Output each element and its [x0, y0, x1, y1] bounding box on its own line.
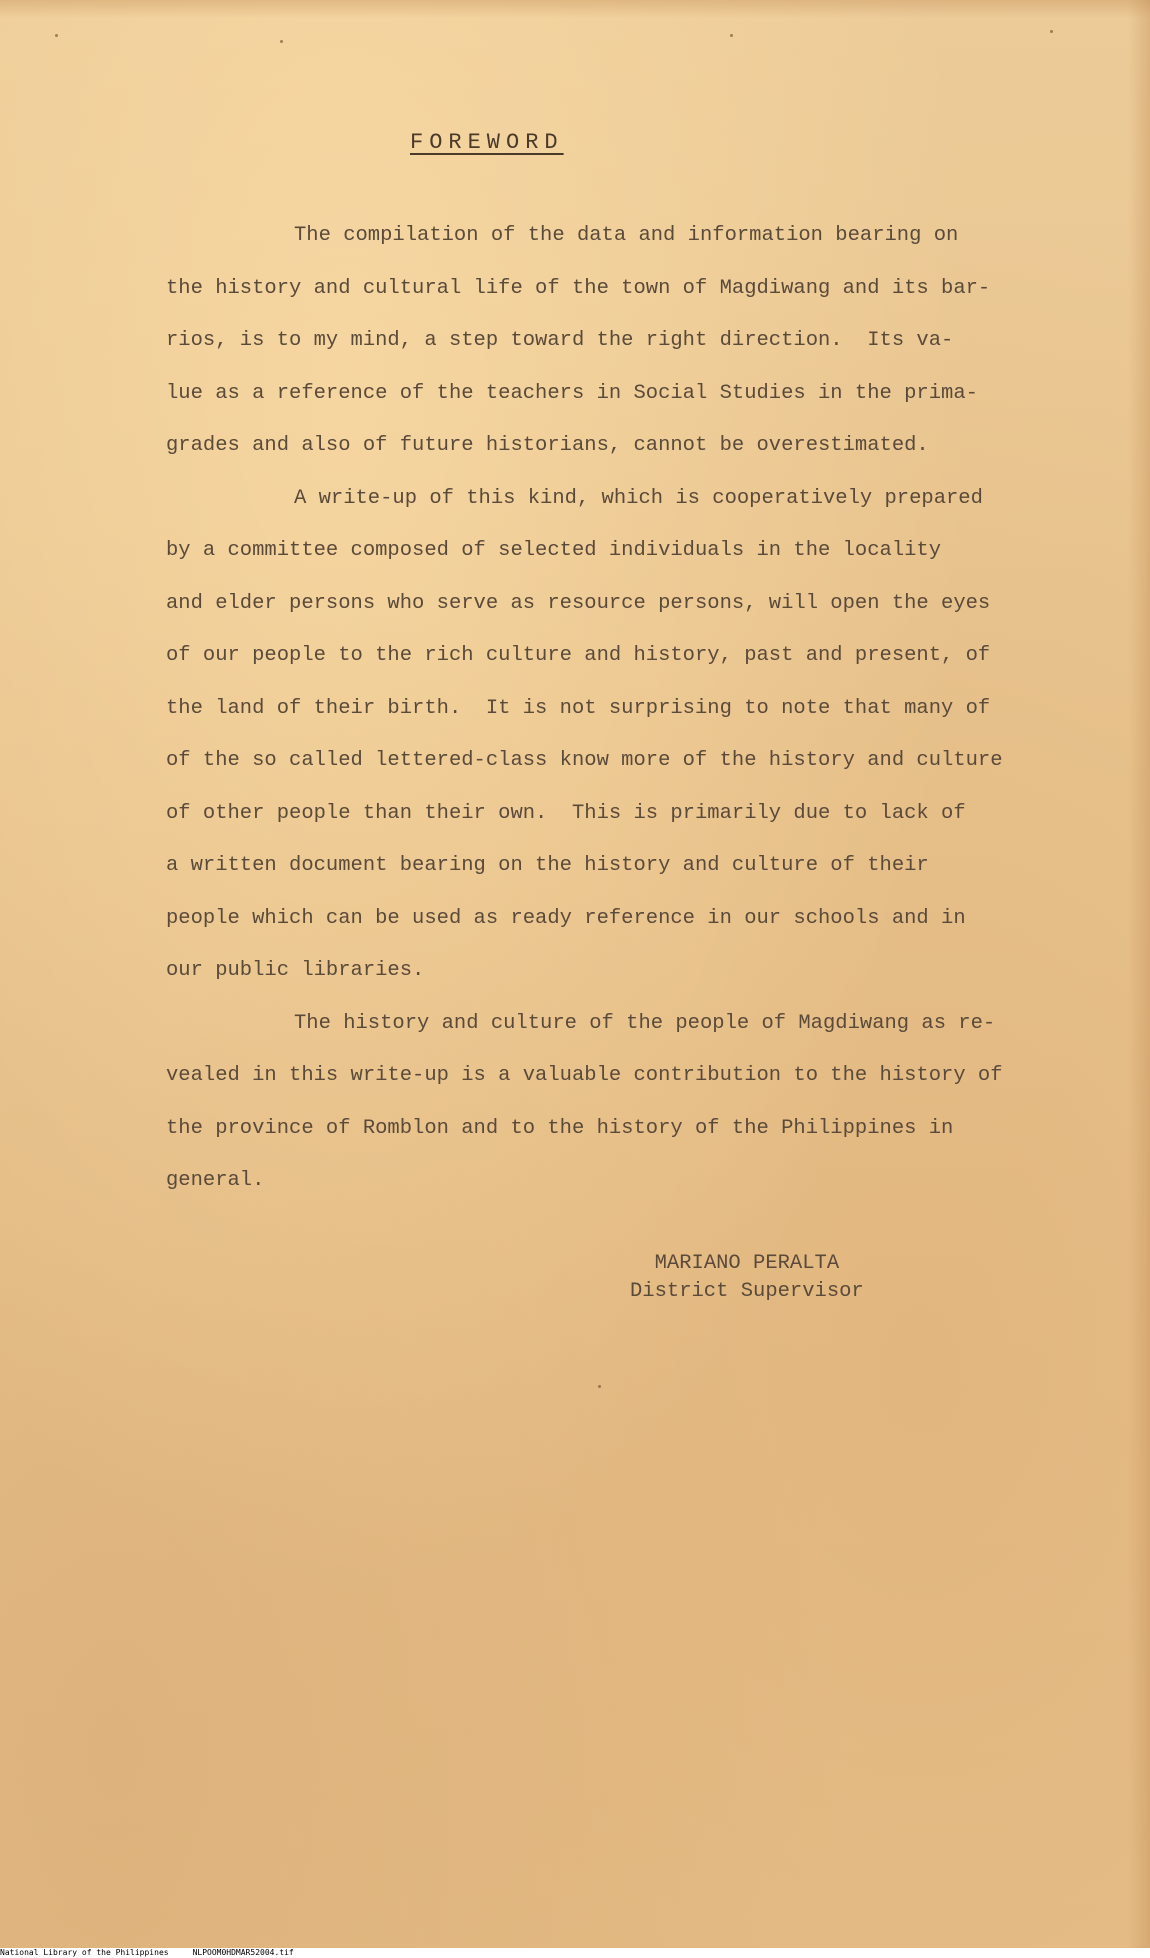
- ink-speck: [55, 34, 58, 37]
- ink-speck: [730, 34, 733, 37]
- page-title: FOREWORD: [410, 130, 564, 155]
- text-line: rios, is to my mind, a step toward the right direction. Its va-: [166, 329, 954, 352]
- text-line: general.: [166, 1169, 265, 1192]
- text-line: our public libraries.: [166, 959, 425, 982]
- text-line: a written document bearing on the history and culture of their: [166, 854, 929, 877]
- signatory-name: MARIANO PERALTA: [654, 1252, 840, 1275]
- footer-filename: NLPOOM0HDMAR52004.tif: [192, 1948, 294, 1957]
- text-line: A write-up of this kind, which is cooperatively prepared: [294, 486, 983, 510]
- text-line: of the so called lettered-class know more of the history and culture: [166, 749, 1003, 772]
- signatory-position: District Supervisor: [630, 1280, 864, 1303]
- ink-speck: [598, 1385, 601, 1388]
- text-line: the history and cultural life of the town of Magdiwang and its bar-: [166, 276, 991, 300]
- text-line: the land of their birth. It is not surprising to note that many of: [166, 696, 991, 720]
- ink-speck: [1050, 30, 1053, 33]
- text-line: and elder persons who serve as resource persons, will open the eyes: [166, 591, 991, 615]
- text-line: of our people to the rich culture and history, past and present, of: [166, 644, 991, 667]
- paragraph-2: [166, 473, 1036, 998]
- footer-source: National Library of the Philippines: [0, 1948, 169, 1957]
- text-line: lue as a reference of the teachers in Social Studies in the prima-: [166, 381, 978, 405]
- text-line: The compilation of the data and information bearing on: [294, 224, 959, 247]
- ink-speck: [280, 40, 283, 43]
- signature-block: [630, 1250, 864, 1306]
- text-line: of other people than their own. This is primarily due to lack of: [166, 801, 966, 825]
- text-line: the province of Romblon and to the history of the Philippines in: [166, 1116, 954, 1140]
- text-line: vealed in this write-up is a valuable contribution to the history of: [166, 1064, 1003, 1087]
- foreword-body: [166, 210, 1036, 1208]
- text-line: by a committee composed of selected individuals in the locality: [166, 539, 942, 562]
- paragraph-3: [166, 998, 1036, 1208]
- text-line: The history and culture of the people of Magdiwang as re-: [294, 1011, 996, 1035]
- paragraph-1: [166, 210, 1036, 473]
- scan-footer: [0, 1948, 1150, 1958]
- text-line: grades and also of future historians, cannot be overestimated.: [166, 434, 929, 457]
- text-line: people which can be used as ready reference in our schools and in: [166, 906, 966, 930]
